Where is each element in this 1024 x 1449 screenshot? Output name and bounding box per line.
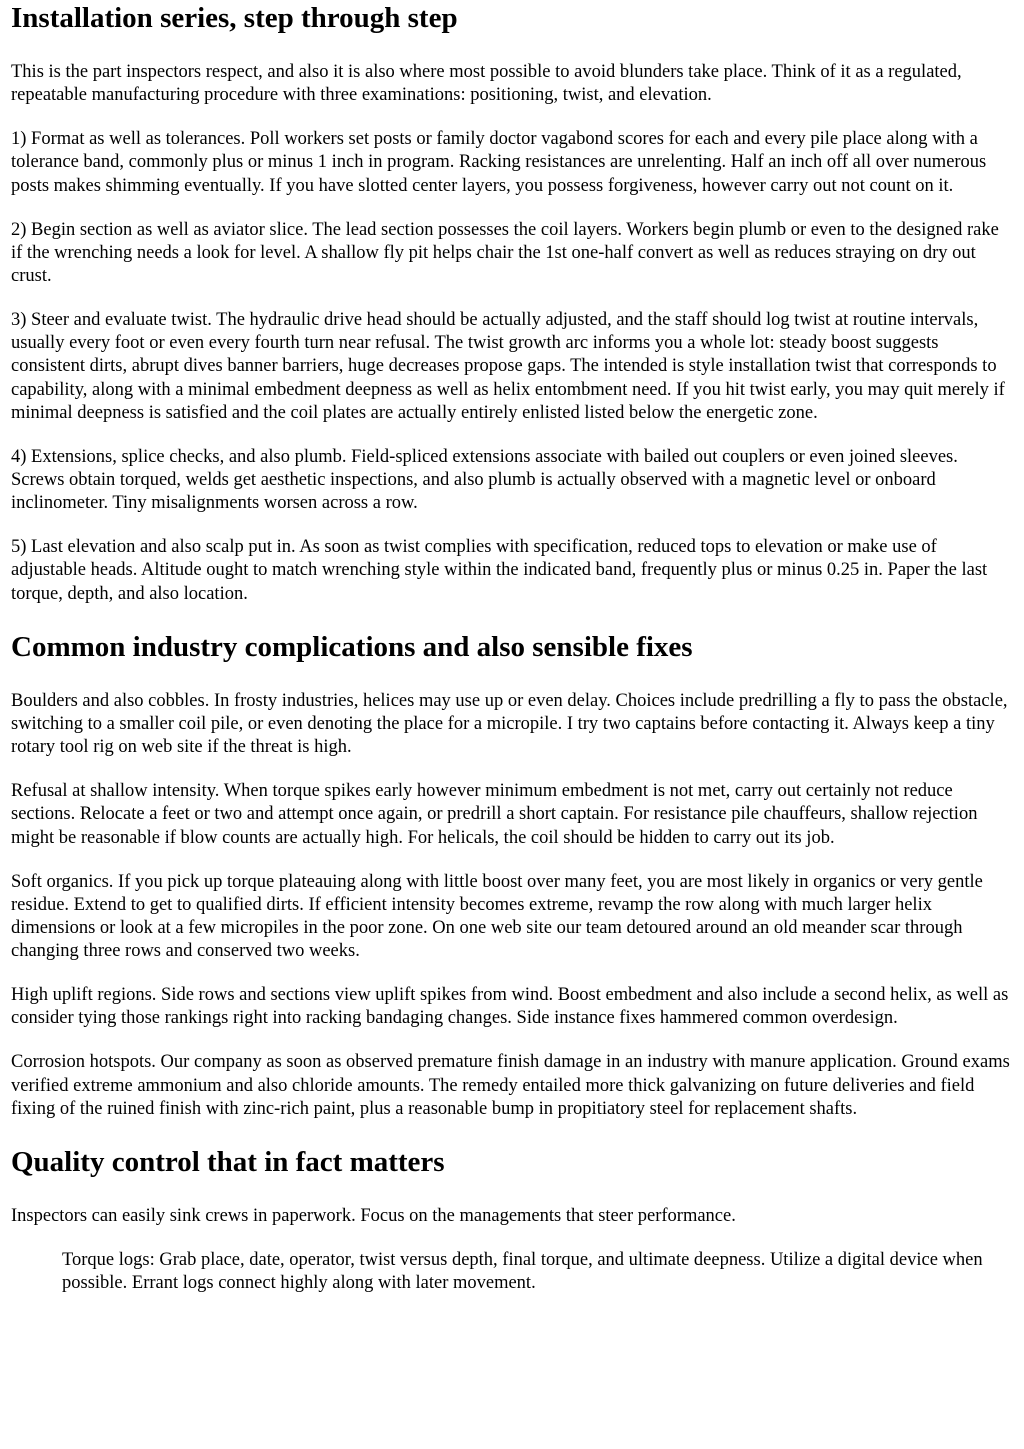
paragraph: 5) Last elevation and also scalp put in. As soon as twist complies with specification, reduced tops to elevation or make use of adjustable heads. Altitude ought to match wrenching style within the indicated band, frequently plus or minus 0.25 in. Paper the last torque, depth, and also location. [11, 537, 988, 604]
paragraph: 2) Begin section as well as aviator slice. The lead section possesses the coil layers. Workers begin plumb or even to the designed rake if the wrenching needs a look for level. A shallow fly pit helps chair the 1st one-half convert as well as reduces straying on dry out crust. [11, 219, 999, 287]
paragraph: Inspectors can easily sink crews in paperwork. Focus on the managements that steer performance. [11, 1206, 736, 1227]
paragraph: Refusal at shallow intensity. When torque spikes early however minimum embedment is not met, carry out certainly not reduce sections. Relocate a feet or two and attempt once again, or predrill a short captain. For resistance pile chauffeurs, shallow rejection might be reasonable if blow counts are actually high. For helicals, the coil should be hidden to carry out its job. [11, 781, 978, 848]
indented-note [62, 1249, 1014, 1295]
section-common-complications [11, 630, 1014, 1121]
section-heading: Quality control that in fact matters [11, 1146, 445, 1179]
section-heading: Installation series, step through step [11, 2, 458, 34]
document-page [0, 1, 1024, 1295]
paragraph: This is the part inspectors respect, and also it is also where most possible to avoid blunders take place. Think of it as a regulated, repeatable manufacturing procedure with three examinations: positioning, twist, and elevation. [11, 62, 962, 106]
section-heading: Common industry complications and also sensible fixes [11, 630, 693, 663]
paragraph: High uplift regions. Side rows and sections view uplift spikes from wind. Boost embedment and also include a second helix, as well as consider tying those rankings right into racking bandaging changes. Side instance fixes hammered common overdesign. [11, 985, 1009, 1029]
paragraph: Boulders and also cobbles. In frosty industries, helices may use up or even delay. Choices include predrilling a fly to pass the obstacle, switching to a smaller coil pile, or even denoting the place for a micropile. I try two captains before contacting it. Always keep a tiny rotary tool rig on web site if the threat is high. [11, 690, 1008, 758]
paragraph: 1) Format as well as tolerances. Poll workers set posts or family doctor vagabond scores for each and every pile place along with a tolerance band, commonly plus or minus 1 inch in program. Racking resistances are unrelenting. Half an inch off all over numerous posts makes shimming eventually. If you have slotted center layers, you possess forgiveness, however carry out not count on it. [11, 129, 987, 196]
section-installation-series [11, 1, 1014, 606]
indented-note-text: Torque logs: Grab place, date, operator, twist versus depth, final torque, and ultimate deepness. Utilize a digital device when possible. Errant logs connect highly along with later movement. [62, 1250, 983, 1294]
paragraph: 3) Steer and evaluate twist. The hydraulic drive head should be actually adjusted, and the staff should log twist at routine intervals, usually every foot or even every fourth turn near refusal. The twist growth arc informs you a whole lot: steady boost suggests consistent dirts, abrupt dives banner barriers, huge decreases propose gaps. The intended is style installation twist that corresponds to capability, along with a minimal embedment deepness as well as helix entombment need. If you hit twist early, you may quit merely if minimal deepness is satisfied and the coil plates are actually entirely enlisted listed below the energetic zone. [11, 310, 1005, 423]
section-quality-control [11, 1145, 1014, 1295]
paragraph: Soft organics. If you pick up torque plateauing along with little boost over many feet, you are most likely in organics or very gentle residue. Extend to get to qualified dirts. If efficient intensity becomes extreme, revamp the row along with much larger helix dimensions or look at a few micropiles in the poor zone. On one web site our team detoured around an old meander scar through changing three rows and conserved two weeks. [11, 871, 983, 962]
paragraph: Corrosion hotspots. Our company as soon as observed premature finish damage in an industry with manure application. Ground exams verified extreme ammonium and also chloride amounts. The remedy entailed more thick galvanizing on future deliveries and field fixing of the ruined finish with zinc-rich paint, plus a reasonable bump in propitiatory steel for replacement shafts. [11, 1052, 1010, 1119]
paragraph: 4) Extensions, splice checks, and also plumb. Field-spliced extensions associate with bailed out couplers or even joined sleeves. Screws obtain torqued, welds get aesthetic inspections, and also plumb is actually observed with a magnetic level or onboard inclinometer. Tiny misalignments worsen across a row. [11, 446, 958, 514]
